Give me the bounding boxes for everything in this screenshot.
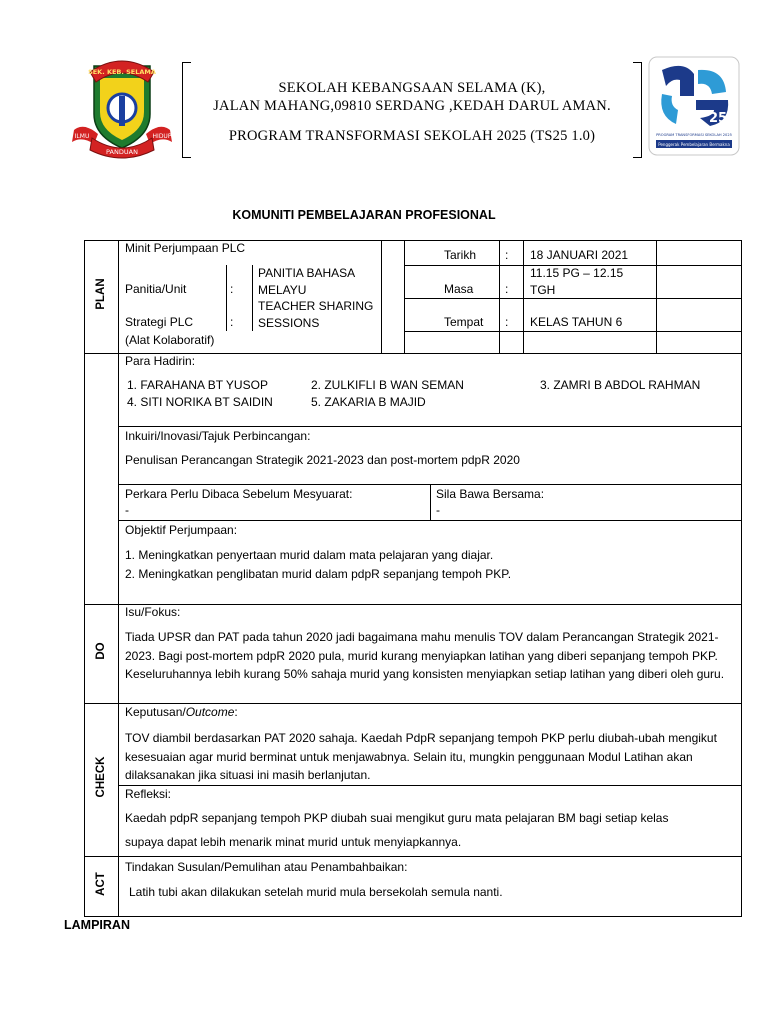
school-crest-logo: [66, 52, 178, 162]
inkuiri-label: Inkuiri/Inovasi/Tajuk Perbincangan:: [125, 429, 311, 443]
check-label: CHECK: [95, 756, 107, 798]
hadirin-3: 3. ZAMRI B ABDOL RAHMAN: [540, 378, 701, 392]
do-label: DO: [95, 642, 107, 660]
panitia-label: Panitia/Unit: [125, 282, 187, 296]
keputusan-text: TOV diambil berdasarkan PAT 2020 sahaja. Kaedah PdpR sepanjang tempoh PKP perlu diubah-ubah mengikut kesesuaian agar murid berminat untuk menjawabnya. Selain itu, mungkin penggunaan Modul Latihan akan dilaksanakan jika situasi ini masih berlanjutan.: [125, 731, 717, 782]
tarikh-label: Tarikh: [444, 248, 477, 262]
minit-title: Minit Perjumpaan PLC: [125, 241, 246, 255]
document-title: KOMUNITI PEMBELAJARAN PROFESIONAL: [232, 208, 496, 222]
ts25-caption: PROGRAM TRANSFORMASI SEKOLAH 2025: [656, 133, 732, 137]
school-header: [182, 62, 642, 156]
tempat-colon: :: [505, 315, 509, 329]
masa-label: Masa: [444, 282, 474, 296]
crest-ribbon-left: ILMU: [74, 133, 90, 140]
inkuiri-text: Penulisan Perancangan Strategik 2021-2023 dan post-mortem pdpR 2020: [125, 453, 520, 467]
perkara-label: Perkara Perlu Dibaca Sebelum Mesyuarat:: [125, 487, 353, 501]
tempat-value: KELAS TAHUN 6: [530, 315, 623, 329]
tindakan-text: Latih tubi akan dilakukan setelah murid mula bersekolah semula nanti.: [129, 885, 503, 899]
keputusan-colon: :: [234, 705, 238, 719]
tarikh-colon: :: [505, 248, 509, 262]
school-address: JALAN MAHANG,09810 SERDANG ,KEDAH DARUL AMAN.: [213, 98, 611, 114]
keputusan-label: [125, 704, 238, 721]
objektif-2: 2. Meningkatkan penglibatan murid dalam pdpR sepanjang tempoh PKP.: [125, 567, 512, 581]
keputusan-word: Keputusan/: [125, 705, 186, 719]
panitia-value: PANITIA BAHASA MELAYU: [258, 266, 355, 297]
hadirin-1: 1. FARAHANA BT YUSOP: [127, 378, 268, 392]
crest-ribbon-center: PANDUAN: [106, 148, 138, 156]
hadirin-5: 5. ZAKARIA B MAJID: [311, 395, 426, 409]
strategi-label: Strategi PLC: [125, 315, 194, 329]
crest-ribbon-right: HIDUP: [152, 133, 172, 140]
ts25-number: 25: [708, 111, 728, 126]
isu-label: Isu/Fokus:: [125, 605, 181, 619]
bawa-value: -: [436, 503, 440, 517]
hadirin-2: 2. ZULKIFLI B WAN SEMAN: [311, 378, 464, 392]
objektif-label: Objektif Perjumpaan:: [125, 523, 238, 537]
strategi-colon: :: [230, 315, 234, 329]
act-label: ACT: [95, 872, 107, 896]
masa-colon: :: [505, 282, 509, 296]
ts25-logo: [648, 56, 740, 156]
tindakan-label: Tindakan Susulan/Pemulihan atau Penambahbaikan:: [125, 860, 408, 874]
masa-value: 11.15 PG – 12.15 TGH: [530, 266, 624, 297]
hadirin-label: Para Hadirin:: [125, 354, 196, 368]
tarikh-value: 18 JANUARI 2021: [530, 248, 629, 262]
program-title: PROGRAM TRANSFORMASI SEKOLAH 2025 (TS25 1.0): [228, 128, 596, 144]
refleksi-line-1: Kaedah pdpR sepanjang tempoh PKP diubah suai mengikut guru mata pelajaran BM bagi setiap kelas: [125, 811, 669, 825]
crest-top-text: SEK. KEB. SELAMA: [88, 68, 156, 76]
bawa-label: Sila Bawa Bersama:: [436, 487, 545, 501]
strategi-value: TEACHER SHARING SESSIONS: [258, 299, 374, 330]
lampiran-heading: LAMPIRAN: [64, 918, 130, 932]
panitia-colon: :: [230, 282, 234, 296]
hadirin-4: 4. SITI NORIKA BT SAIDIN: [127, 395, 273, 409]
plan-label: PLAN: [95, 278, 107, 310]
perkara-value: -: [125, 503, 129, 517]
school-name: SEKOLAH KEBANGSAAN SELAMA (K),: [278, 80, 546, 96]
outcome-word: Outcome: [185, 705, 235, 719]
refleksi-line-2: supaya dapat lebih menarik minat murid untuk menyiapkannya.: [125, 835, 462, 849]
tempat-label: Tempat: [444, 315, 484, 329]
alat-kolaboratif: (Alat Kolaboratif): [125, 333, 215, 347]
objektif-1: 1. Meningkatkan penyertaan murid dalam mata pelajaran yang diajar.: [125, 548, 494, 562]
ts25-tagline: Penggerak Pembelajaran Bermakna: [658, 142, 730, 147]
refleksi-label: Refleksi:: [125, 787, 172, 801]
isu-text: Tiada UPSR dan PAT pada tahun 2020 jadi bagaimana mahu menulis TOV dalam Perancangan Strategik 2021-2023. Bagi post-mortem pdpR 2020 pula, murid kurang menyiapkan latihan yang diberi sepanjang tempoh PKP. Keseluruhannya lebih kurang 50% sahaja murid yang konsisten menyiapkan setiap latihan yang diberi oleh guru.: [125, 630, 725, 681]
